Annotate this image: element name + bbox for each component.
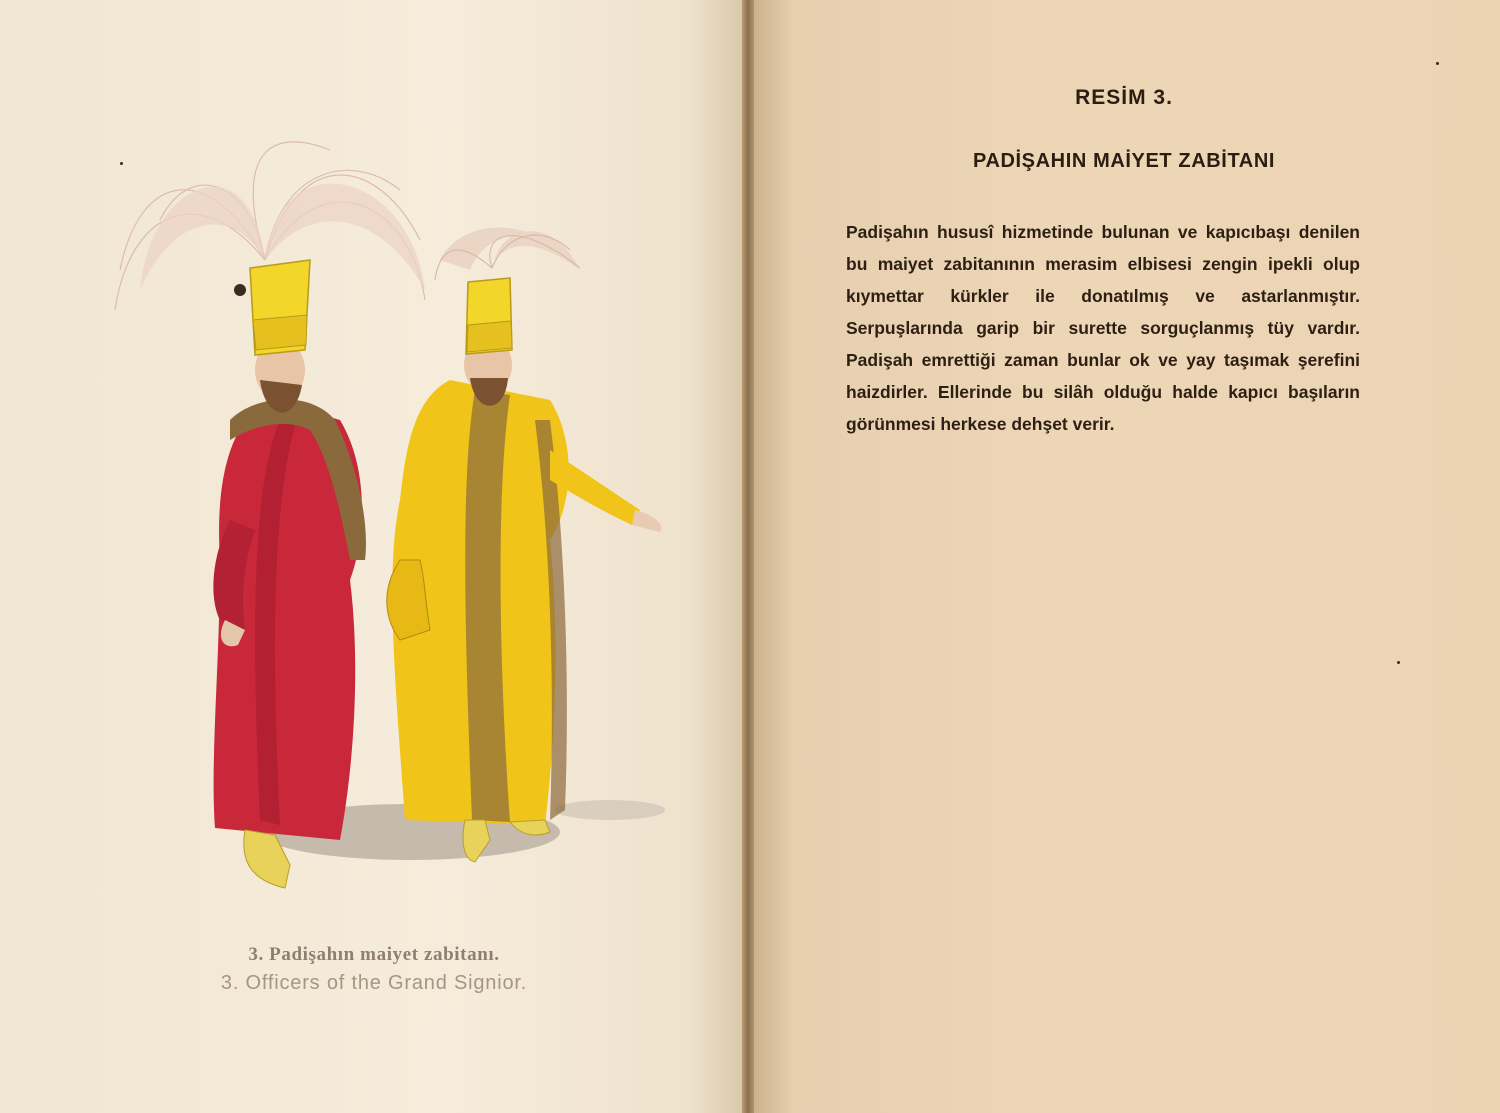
- ground-shadow-right: [555, 800, 665, 820]
- page-speck: [1436, 62, 1439, 65]
- right-hand: [632, 510, 661, 532]
- caption-turkish: 3. Padişahın maiyet zabitanı.: [248, 944, 500, 965]
- right-hat-band: [467, 321, 512, 352]
- officers-illustration: [80, 120, 720, 910]
- caption-english: 3. Officers of the Grand Signior.: [220, 972, 528, 994]
- page-speck: [1397, 661, 1400, 664]
- left-hat-ornament: [234, 284, 246, 296]
- right-arm: [550, 450, 640, 525]
- page-heading: PADİŞAHIN MAİYET ZABİTANI: [972, 150, 1276, 172]
- body-paragraph: Padişahın hususî hizmetinde bulunan ve kapıcıbaşı denilen bu maiyet zabitanının merasim elbisesi zengin ipekli olup kıymettar kürkler ile donatılmış ve astarlanmıştır. Serpuşlarında garip bir surette sorguçlanmış tüy vardır. Padişah emrettiği zaman bunlar ok ve yay taşımak şerefini haizdirler. Ellerinde bu silâh olduğu halde kapıcı başıların görünmesi herkese dehşet verir.: [846, 222, 1360, 434]
- right-plume-fill: [440, 228, 580, 271]
- page-speck: [120, 162, 123, 165]
- left-hat-band: [253, 315, 307, 350]
- plate-label: RESİM 3.: [1075, 86, 1173, 109]
